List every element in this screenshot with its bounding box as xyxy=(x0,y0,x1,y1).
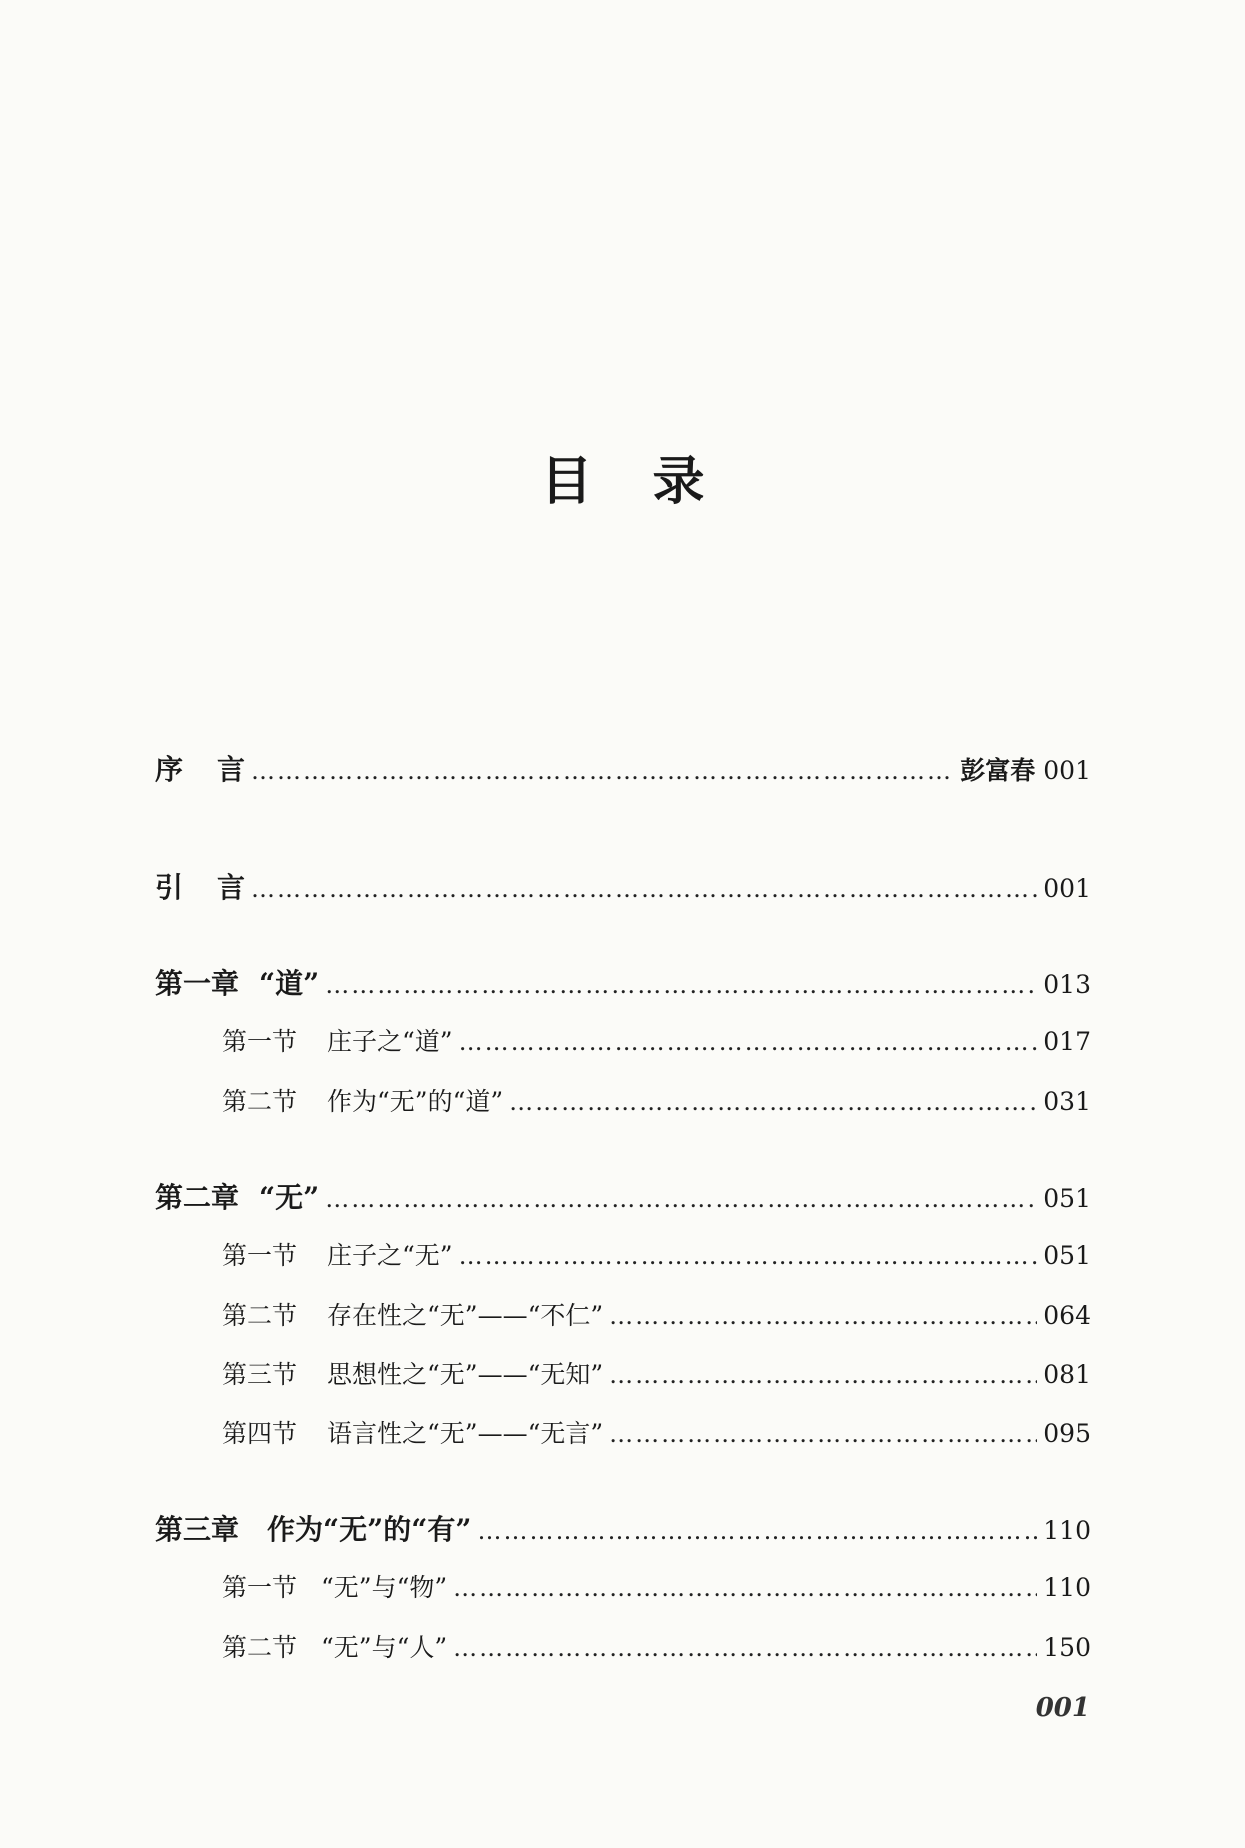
toc-entry-label: 第三节 思想性之“无”——“无知” xyxy=(222,1360,604,1389)
toc-entry-label: 第一节 庄子之“无” xyxy=(222,1241,453,1270)
toc-entry-label: 序 言 xyxy=(155,753,246,786)
toc-page-number: 017 xyxy=(1043,1027,1091,1056)
toc-entry-label: 第四节 语言性之“无”——“无言” xyxy=(222,1419,604,1448)
dot-leader xyxy=(325,1185,1037,1213)
toc-entry-chapter-2-section-1[interactable] xyxy=(222,1236,1091,1272)
dot-leader xyxy=(459,1028,1038,1056)
page-title: 目录 xyxy=(540,451,765,512)
toc-entry-label: 第二节 作为“无”的“道” xyxy=(222,1087,504,1116)
toc-page-number: 064 xyxy=(1043,1301,1091,1330)
toc-entry-label: 第一章 “道” xyxy=(155,967,320,1000)
folio-page-number: 001 xyxy=(1035,1693,1090,1723)
toc-entry-label: 第一节 “无”与“物” xyxy=(222,1573,448,1602)
dot-leader xyxy=(251,757,954,785)
toc-entry-chapter-1[interactable] xyxy=(155,962,1091,1002)
dot-leader xyxy=(459,1242,1038,1270)
toc-page-number: 013 xyxy=(1043,970,1091,999)
toc-entry-chapter-2-section-2[interactable] xyxy=(222,1296,1091,1332)
toc-entry-introduction[interactable] xyxy=(155,866,1091,906)
toc-page-number: 110 xyxy=(1043,1573,1091,1602)
dot-leader xyxy=(609,1302,1037,1330)
dot-leader xyxy=(453,1574,1037,1602)
dot-leader xyxy=(609,1361,1037,1389)
toc-page-number: 081 xyxy=(1043,1360,1091,1389)
toc-author: 彭富春 xyxy=(960,756,1036,785)
dot-leader xyxy=(609,1420,1037,1448)
dot-leader xyxy=(251,875,1037,903)
dot-leader xyxy=(477,1517,1037,1545)
toc-entry-chapter-1-section-2[interactable] xyxy=(222,1082,1091,1118)
toc-page-number: 051 xyxy=(1043,1184,1091,1213)
toc-page-number: 095 xyxy=(1043,1419,1091,1448)
toc-page-number: 051 xyxy=(1043,1241,1091,1270)
toc-entry-chapter-3-section-1[interactable] xyxy=(222,1568,1091,1604)
toc-entry-chapter-3[interactable] xyxy=(155,1508,1091,1548)
toc-entry-label: 第二节 “无”与“人” xyxy=(222,1633,448,1662)
toc-page-number: 001 xyxy=(1043,874,1091,903)
toc-page-number: 150 xyxy=(1043,1633,1091,1662)
toc-entry-label: 第三章 作为“无”的“有” xyxy=(155,1513,472,1546)
toc-page-number: 110 xyxy=(1043,1516,1091,1545)
toc-entry-preface[interactable] xyxy=(155,748,1091,788)
dot-leader xyxy=(509,1088,1037,1116)
dot-leader xyxy=(325,971,1037,999)
toc-entry-label: 引 言 xyxy=(155,871,246,904)
toc-entry-label: 第二章 “无” xyxy=(155,1181,320,1214)
toc-entry-chapter-1-section-1[interactable] xyxy=(222,1022,1091,1058)
toc-page-number: 031 xyxy=(1043,1087,1091,1116)
toc-entry-label: 第一节 庄子之“道” xyxy=(222,1027,453,1056)
toc-entry-chapter-2-section-3[interactable] xyxy=(222,1355,1091,1391)
dot-leader xyxy=(453,1634,1037,1662)
toc-page-number: 001 xyxy=(1043,756,1091,785)
toc-entry-chapter-2[interactable] xyxy=(155,1176,1091,1216)
toc-entry-chapter-3-section-2[interactable] xyxy=(222,1628,1091,1664)
toc-entry-label: 第二节 存在性之“无”——“不仁” xyxy=(222,1301,604,1330)
toc-entry-chapter-2-section-4[interactable] xyxy=(222,1414,1091,1450)
